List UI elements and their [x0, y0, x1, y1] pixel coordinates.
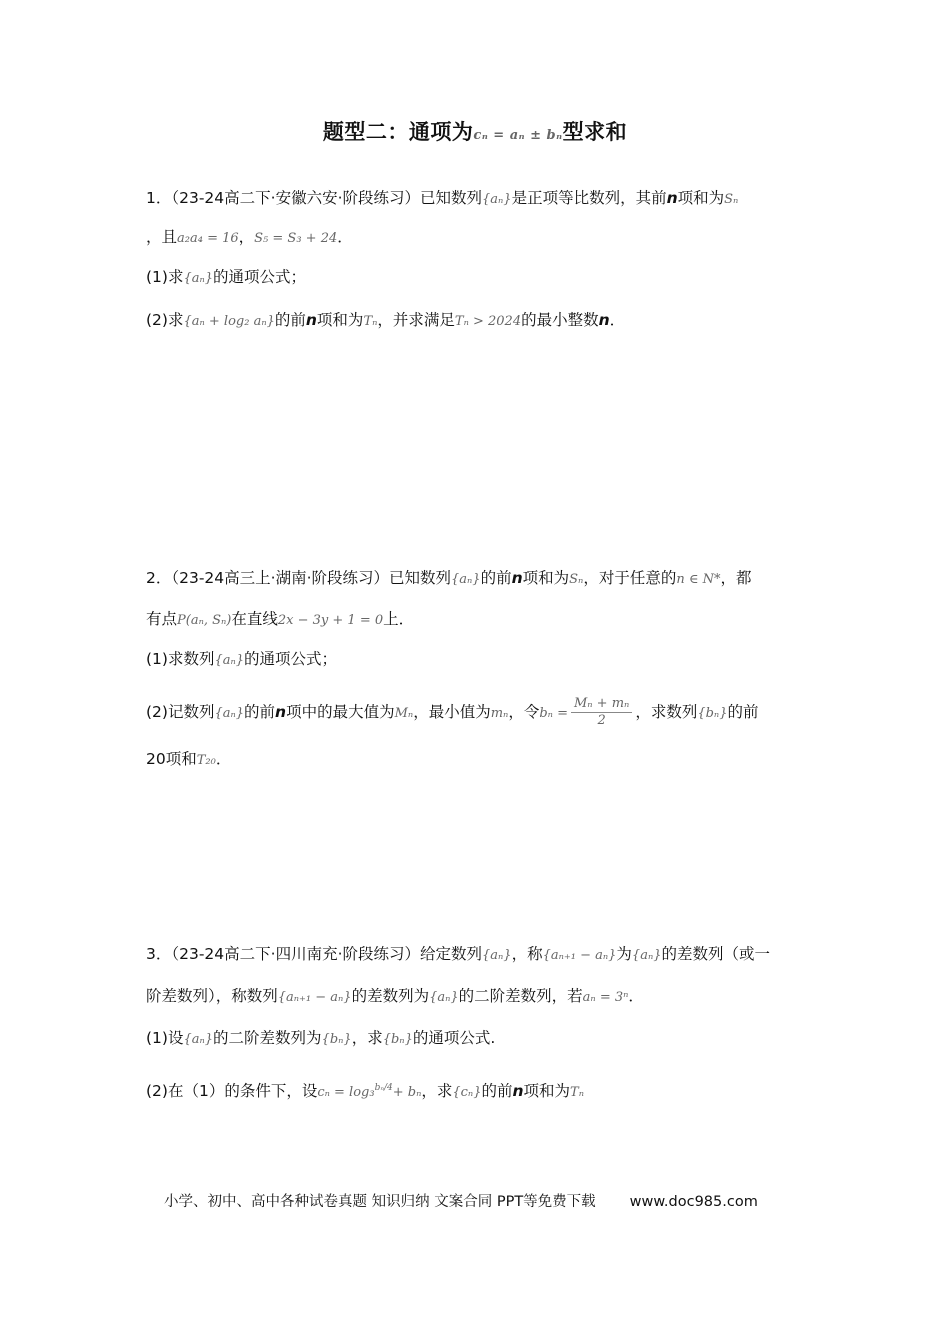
p3-text: 3．（23-24高二下·四川南充·阶段练习）给定数列 [146, 945, 483, 963]
p3-text: 为 [616, 945, 632, 963]
p3-text: (1)设 [146, 1029, 184, 1047]
footer-text: 小学、初中、高中各种试卷真题 知识归纳 文案合同 PPT等免费下载 [164, 1194, 596, 1210]
math-bn-eq: bₙ = [539, 706, 568, 721]
p2-text: 的前 [727, 703, 759, 721]
p2-text: ，最小值为 [413, 703, 491, 721]
math-seq-b: {bₙ} [321, 1032, 352, 1047]
p2-text: ，都 [720, 569, 752, 587]
math-Mn: Mₙ [394, 706, 414, 721]
math-T20: T₂₀ [196, 753, 216, 768]
p2-text: 有点 [146, 610, 178, 628]
title-formula: cₙ = aₙ ± bₙ [473, 128, 563, 143]
p1-text: (1)求 [146, 268, 184, 286]
math-seq-b: {bₙ} [697, 706, 728, 721]
p2-text: (2)记数列 [146, 703, 215, 721]
math-fraction [571, 696, 632, 729]
p1-text: ，且 [146, 228, 178, 246]
p3-text: 的差数列为 [351, 987, 430, 1005]
p2-line5 [146, 748, 231, 772]
p2-text: 在直线 [231, 610, 278, 628]
var-n: n [666, 189, 678, 207]
p3-q2 [146, 1077, 584, 1104]
p3-text: 项和为 [523, 1082, 571, 1101]
p2-q2 [146, 696, 758, 729]
p2-text: ，对于任意的 [583, 569, 677, 587]
math-seq-c: {cₙ} [452, 1085, 482, 1101]
p3-text: 的二阶差数列，若 [458, 987, 583, 1005]
p2-text: 的前 [244, 703, 276, 721]
p3-text: (2)在（1）的条件下，设 [146, 1082, 318, 1101]
math-seq-a: {aₙ} [214, 653, 245, 668]
p2-text: ，令 [508, 703, 540, 721]
p3-text: 的二阶差数列为 [213, 1029, 322, 1047]
math-seq-a: {aₙ} [429, 990, 459, 1005]
p3-text: 的通项公式. [412, 1029, 496, 1047]
fraction-numerator: Mₙ + mₙ [571, 696, 632, 713]
math-diff-seq: {aₙ₊₁ − aₙ} [542, 948, 617, 963]
p2-text: 的前 [480, 569, 512, 587]
var-n: n [512, 1082, 524, 1101]
math-cn-eq: cₙ = log₃ [317, 1085, 375, 1101]
p3-text: 的差数列（或一 [661, 945, 770, 963]
p3-text: ． [628, 987, 644, 1005]
math-seq-a: {aₙ} [451, 572, 481, 587]
p2-text: 20项和 [146, 750, 197, 768]
p1-text: 的通项公式； [213, 268, 307, 286]
var-n: n [511, 569, 523, 587]
math-Tn: Tₙ [570, 1085, 584, 1101]
fraction-denominator: 2 [597, 713, 606, 728]
title-prefix: 题型二：通项为 [322, 120, 474, 144]
math-cn-tail: + bₙ [392, 1085, 422, 1101]
math-diff-seq: {aₙ₊₁ − aₙ} [277, 990, 352, 1005]
p2-text: ，求数列 [635, 703, 698, 721]
p3-q1 [146, 1027, 495, 1051]
page-title [0, 116, 950, 146]
math-seq-a: {aₙ} [631, 948, 662, 963]
p2-text: ． [215, 750, 232, 768]
math-ineq: Tₙ > 2024 [454, 314, 522, 329]
p1-text: ， [238, 228, 255, 246]
p1-line1 [146, 187, 738, 211]
p1-text: 的前 [274, 311, 306, 329]
math-an-eq: aₙ = 3ⁿ [582, 990, 629, 1005]
p1-text: 项和为 [316, 311, 364, 329]
p3-line1 [146, 943, 770, 967]
p2-text: (1)求数列 [146, 650, 215, 668]
p3-text: 阶差数列），称数列 [146, 987, 278, 1005]
math-Sn: Sₙ [569, 572, 584, 587]
page-footer [164, 1190, 758, 1211]
var-n: n [305, 311, 317, 329]
p1-text: 的最小整数 [521, 311, 599, 329]
p1-text: 项和为 [677, 189, 725, 207]
p2-q1 [146, 648, 337, 672]
p1-line2 [146, 226, 353, 250]
p2-text: 上． [383, 610, 415, 628]
p1-q1 [146, 266, 306, 290]
math-seq-a: {aₙ} [183, 1032, 214, 1047]
p1-q2 [146, 309, 625, 333]
math-seq-sum: {aₙ + log₂ aₙ} [183, 314, 275, 329]
p2-line1 [146, 567, 752, 591]
math-cond2: S₅ = S₃ + 24 [254, 231, 338, 246]
p1-text: 1．（23-24高二下·安徽六安·阶段练习）已知数列 [146, 189, 483, 207]
math-cn-exponent: bₙ/4 [374, 1083, 393, 1093]
math-seq-b: {bₙ} [382, 1032, 413, 1047]
math-Tn: Tₙ [363, 314, 378, 329]
p1-text: ，并求满足 [377, 311, 455, 329]
p1-text: 是正项等比数列，其前 [511, 189, 667, 207]
p2-text: 项中的最大值为 [286, 703, 395, 721]
p1-text: (2)求 [146, 311, 184, 329]
p3-text: ，求 [351, 1029, 383, 1047]
p3-text: ，求 [421, 1082, 453, 1101]
math-seq-a: {aₙ} [214, 706, 245, 721]
p3-text: ，称 [511, 945, 543, 963]
p3-line2 [146, 985, 644, 1009]
math-Sn: Sₙ [724, 192, 739, 207]
p1-text: ． [609, 311, 626, 329]
p2-text: 的通项公式； [244, 650, 338, 668]
math-point: P(aₙ, Sₙ) [177, 613, 232, 628]
math-seq-a: {aₙ} [482, 948, 512, 963]
p2-line2 [146, 608, 414, 632]
var-n: n [598, 311, 610, 329]
var-n: n [275, 703, 287, 721]
math-mn: mₙ [490, 706, 509, 721]
footer-url[interactable]: www.doc985.com [629, 1194, 758, 1210]
p1-text: ． [337, 228, 353, 246]
math-seq-a: {aₙ} [183, 271, 214, 286]
math-line-eq: 2x − 3y + 1 = 0 [277, 613, 384, 628]
math-n-in-N: n ∈ N* [676, 572, 721, 587]
math-seq-a: {aₙ} [482, 192, 512, 207]
p2-text: 2．（23-24高三上·湖南·阶段练习）已知数列 [146, 569, 452, 587]
math-cond1: a₂a₄ = 16 [177, 231, 239, 246]
p3-text: 的前 [481, 1082, 513, 1101]
p2-text: 项和为 [522, 569, 570, 587]
title-suffix: 型求和 [562, 120, 628, 144]
